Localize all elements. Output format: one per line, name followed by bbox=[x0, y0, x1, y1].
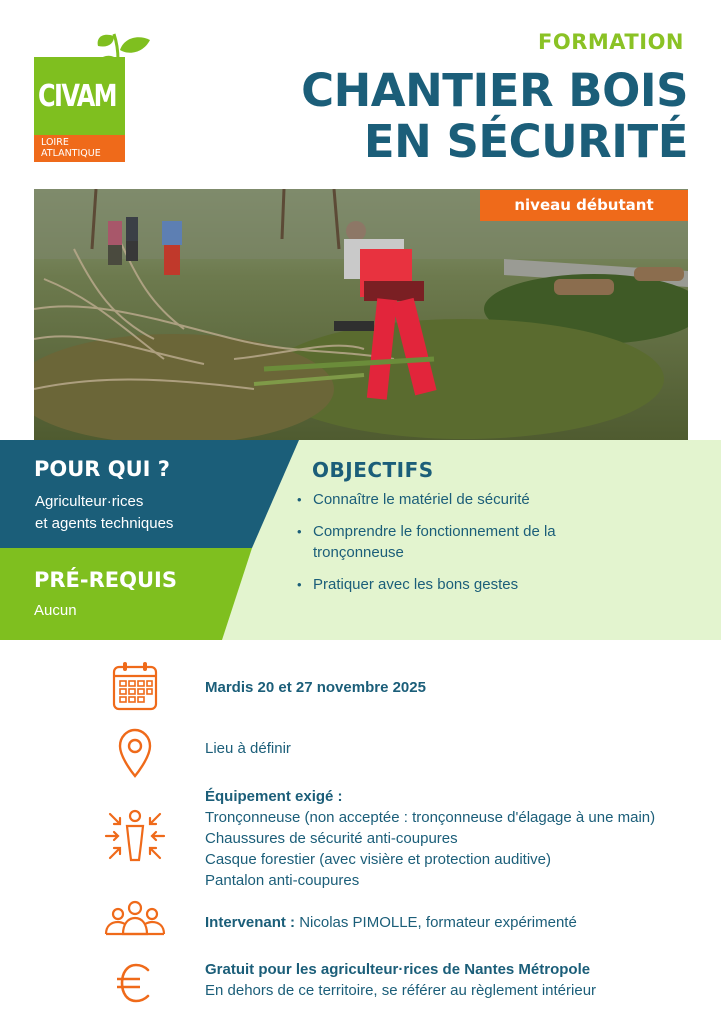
lieu-text: Lieu à définir bbox=[205, 740, 291, 757]
calendar-icon bbox=[112, 661, 158, 711]
equipement-item: Tronçonneuse (non acceptée : tronçonneuse d'élagage à une main) bbox=[205, 809, 656, 826]
logo-subtitle-line2: ATLANTIQUE bbox=[41, 148, 101, 159]
group-people-icon bbox=[104, 900, 166, 936]
objectif-item: • Connaître le matériel de sécurité bbox=[297, 489, 607, 510]
logo-name: CIVAM bbox=[38, 79, 116, 114]
pre-requis-title: PRÉ-REQUIS bbox=[34, 568, 177, 592]
kicker-formation: FORMATION bbox=[538, 30, 684, 54]
equipement-item: Casque forestier (avec visière et protection auditive) bbox=[205, 851, 551, 868]
title-line2: EN SÉCURITÉ bbox=[363, 115, 688, 168]
forest-scene-illustration bbox=[34, 189, 688, 440]
title-line1: CHANTIER BOIS bbox=[301, 64, 688, 117]
safety-equipment-icon bbox=[104, 808, 166, 864]
pour-qui-text bbox=[35, 491, 173, 535]
intervenant-label: Intervenant : bbox=[205, 914, 296, 931]
equipement-title: Équipement exigé : bbox=[205, 788, 343, 805]
level-badge: niveau débutant bbox=[480, 190, 688, 221]
hero-photo bbox=[34, 189, 688, 440]
pour-qui-line1: Agriculteur·rices bbox=[35, 493, 144, 510]
logo-subtitle bbox=[34, 135, 125, 162]
date-text: Mardis 20 et 27 novembre 2025 bbox=[205, 679, 426, 696]
location-pin-icon bbox=[117, 728, 153, 778]
tarif-block bbox=[205, 959, 596, 1001]
equipement-item: Pantalon anti-coupures bbox=[205, 872, 360, 889]
equipement-block bbox=[205, 786, 655, 891]
pour-qui-line2: et agents techniques bbox=[35, 515, 174, 532]
equipement-item: Chaussures de sécurité anti-coupures bbox=[205, 830, 458, 847]
objectif-item: • Pratiquer avec les bons gestes bbox=[297, 574, 607, 595]
pour-qui-title: POUR QUI ? bbox=[34, 457, 170, 481]
tarif-text: En dehors de ce territoire, se référer au règlement intérieur bbox=[205, 982, 597, 999]
logo-subtitle-line1: LOIRE bbox=[41, 137, 69, 148]
euro-icon bbox=[116, 962, 154, 1004]
tarif-title: Gratuit pour les agriculteur·rices de Nantes Métropole bbox=[205, 961, 591, 978]
objectif-item: • Comprendre le fonctionnement de la tronçonneuse bbox=[297, 521, 607, 563]
objectifs-list bbox=[297, 489, 607, 606]
intervenant-text bbox=[205, 912, 577, 933]
page-title bbox=[301, 65, 688, 167]
objectifs-title: OBJECTIFS bbox=[312, 458, 434, 482]
intervenant-name: Nicolas PIMOLLE, formateur expérimenté bbox=[299, 914, 577, 931]
pre-requis-text: Aucun bbox=[34, 602, 77, 619]
